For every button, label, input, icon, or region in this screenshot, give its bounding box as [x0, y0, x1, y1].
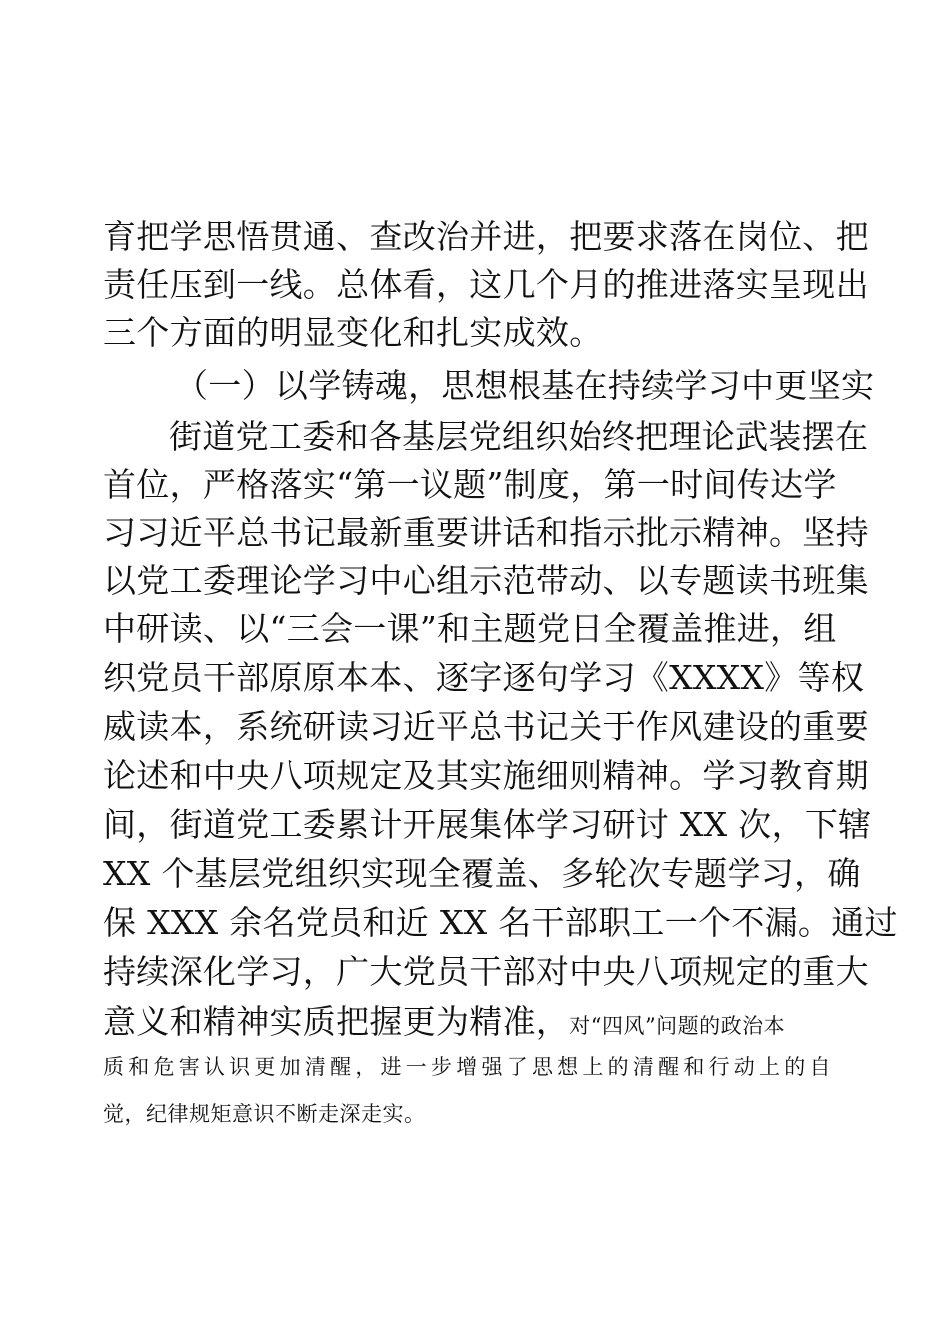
section-heading: （一）以学铸魂，思想根基在持续学习中更坚实	[175, 366, 875, 405]
paragraph-line-small: 觉，纪律规矩意识不断走深走实。	[103, 1102, 426, 1126]
paragraph-line: 以党工委理论学习中心组示范带动、以专题读书班集	[103, 561, 869, 600]
paragraph-line: 保 XXX 余名党员和近 XX 名干部职工一个不漏。通过	[103, 903, 898, 942]
paragraph-text-large: 意义和精神实质把握更为精准，	[103, 1002, 570, 1041]
paragraph-line: 威读本，系统研读习近平总书记关于作风建设的重要	[103, 707, 869, 746]
paragraph-line: 育把学思悟贯通、查改治并进，把要求落在岗位、把	[103, 217, 869, 256]
paragraph-line: 中研读、以“三会一课”和主题党日全覆盖推进，组	[103, 609, 837, 648]
paragraph-line: 持续深化学习，广大党员干部对中央八项规定的重大	[103, 952, 869, 991]
paragraph-line: XX 个基层党组织实现全覆盖、多轮次专题学习，确	[103, 854, 861, 893]
paragraph-line: 论述和中央八项规定及其实施细则精神。学习教育期	[103, 756, 869, 795]
paragraph-line: 街道党工委和各基层党组织始终把理论武装摆在	[169, 417, 869, 456]
paragraph-text-small: 对“四风”问题的政治本	[569, 1014, 786, 1038]
paragraph-line: 责任压到一线。总体看，这几个月的推进落实呈现出	[103, 265, 869, 304]
paragraph-line: 间，街道党工委累计开展集体学习研讨 XX 次，下辖	[103, 805, 872, 844]
paragraph-line: 习习近平总书记最新重要讲话和指示批示精神。坚持	[103, 513, 869, 552]
mixed-size-line	[103, 998, 785, 1050]
paragraph-line: 首位，严格落实“第一议题”制度，第一时间传达学	[103, 465, 837, 504]
paragraph-line: 织党员干部原原本本、逐字逐句学习《XXXX》等权	[103, 658, 865, 697]
paragraph-line: 三个方面的明显变化和扎实成效。	[103, 313, 603, 352]
paragraph-line-small: 质和危害认识更加清醒，进一步增强了思想上的清醒和行动上的自	[103, 1055, 831, 1079]
